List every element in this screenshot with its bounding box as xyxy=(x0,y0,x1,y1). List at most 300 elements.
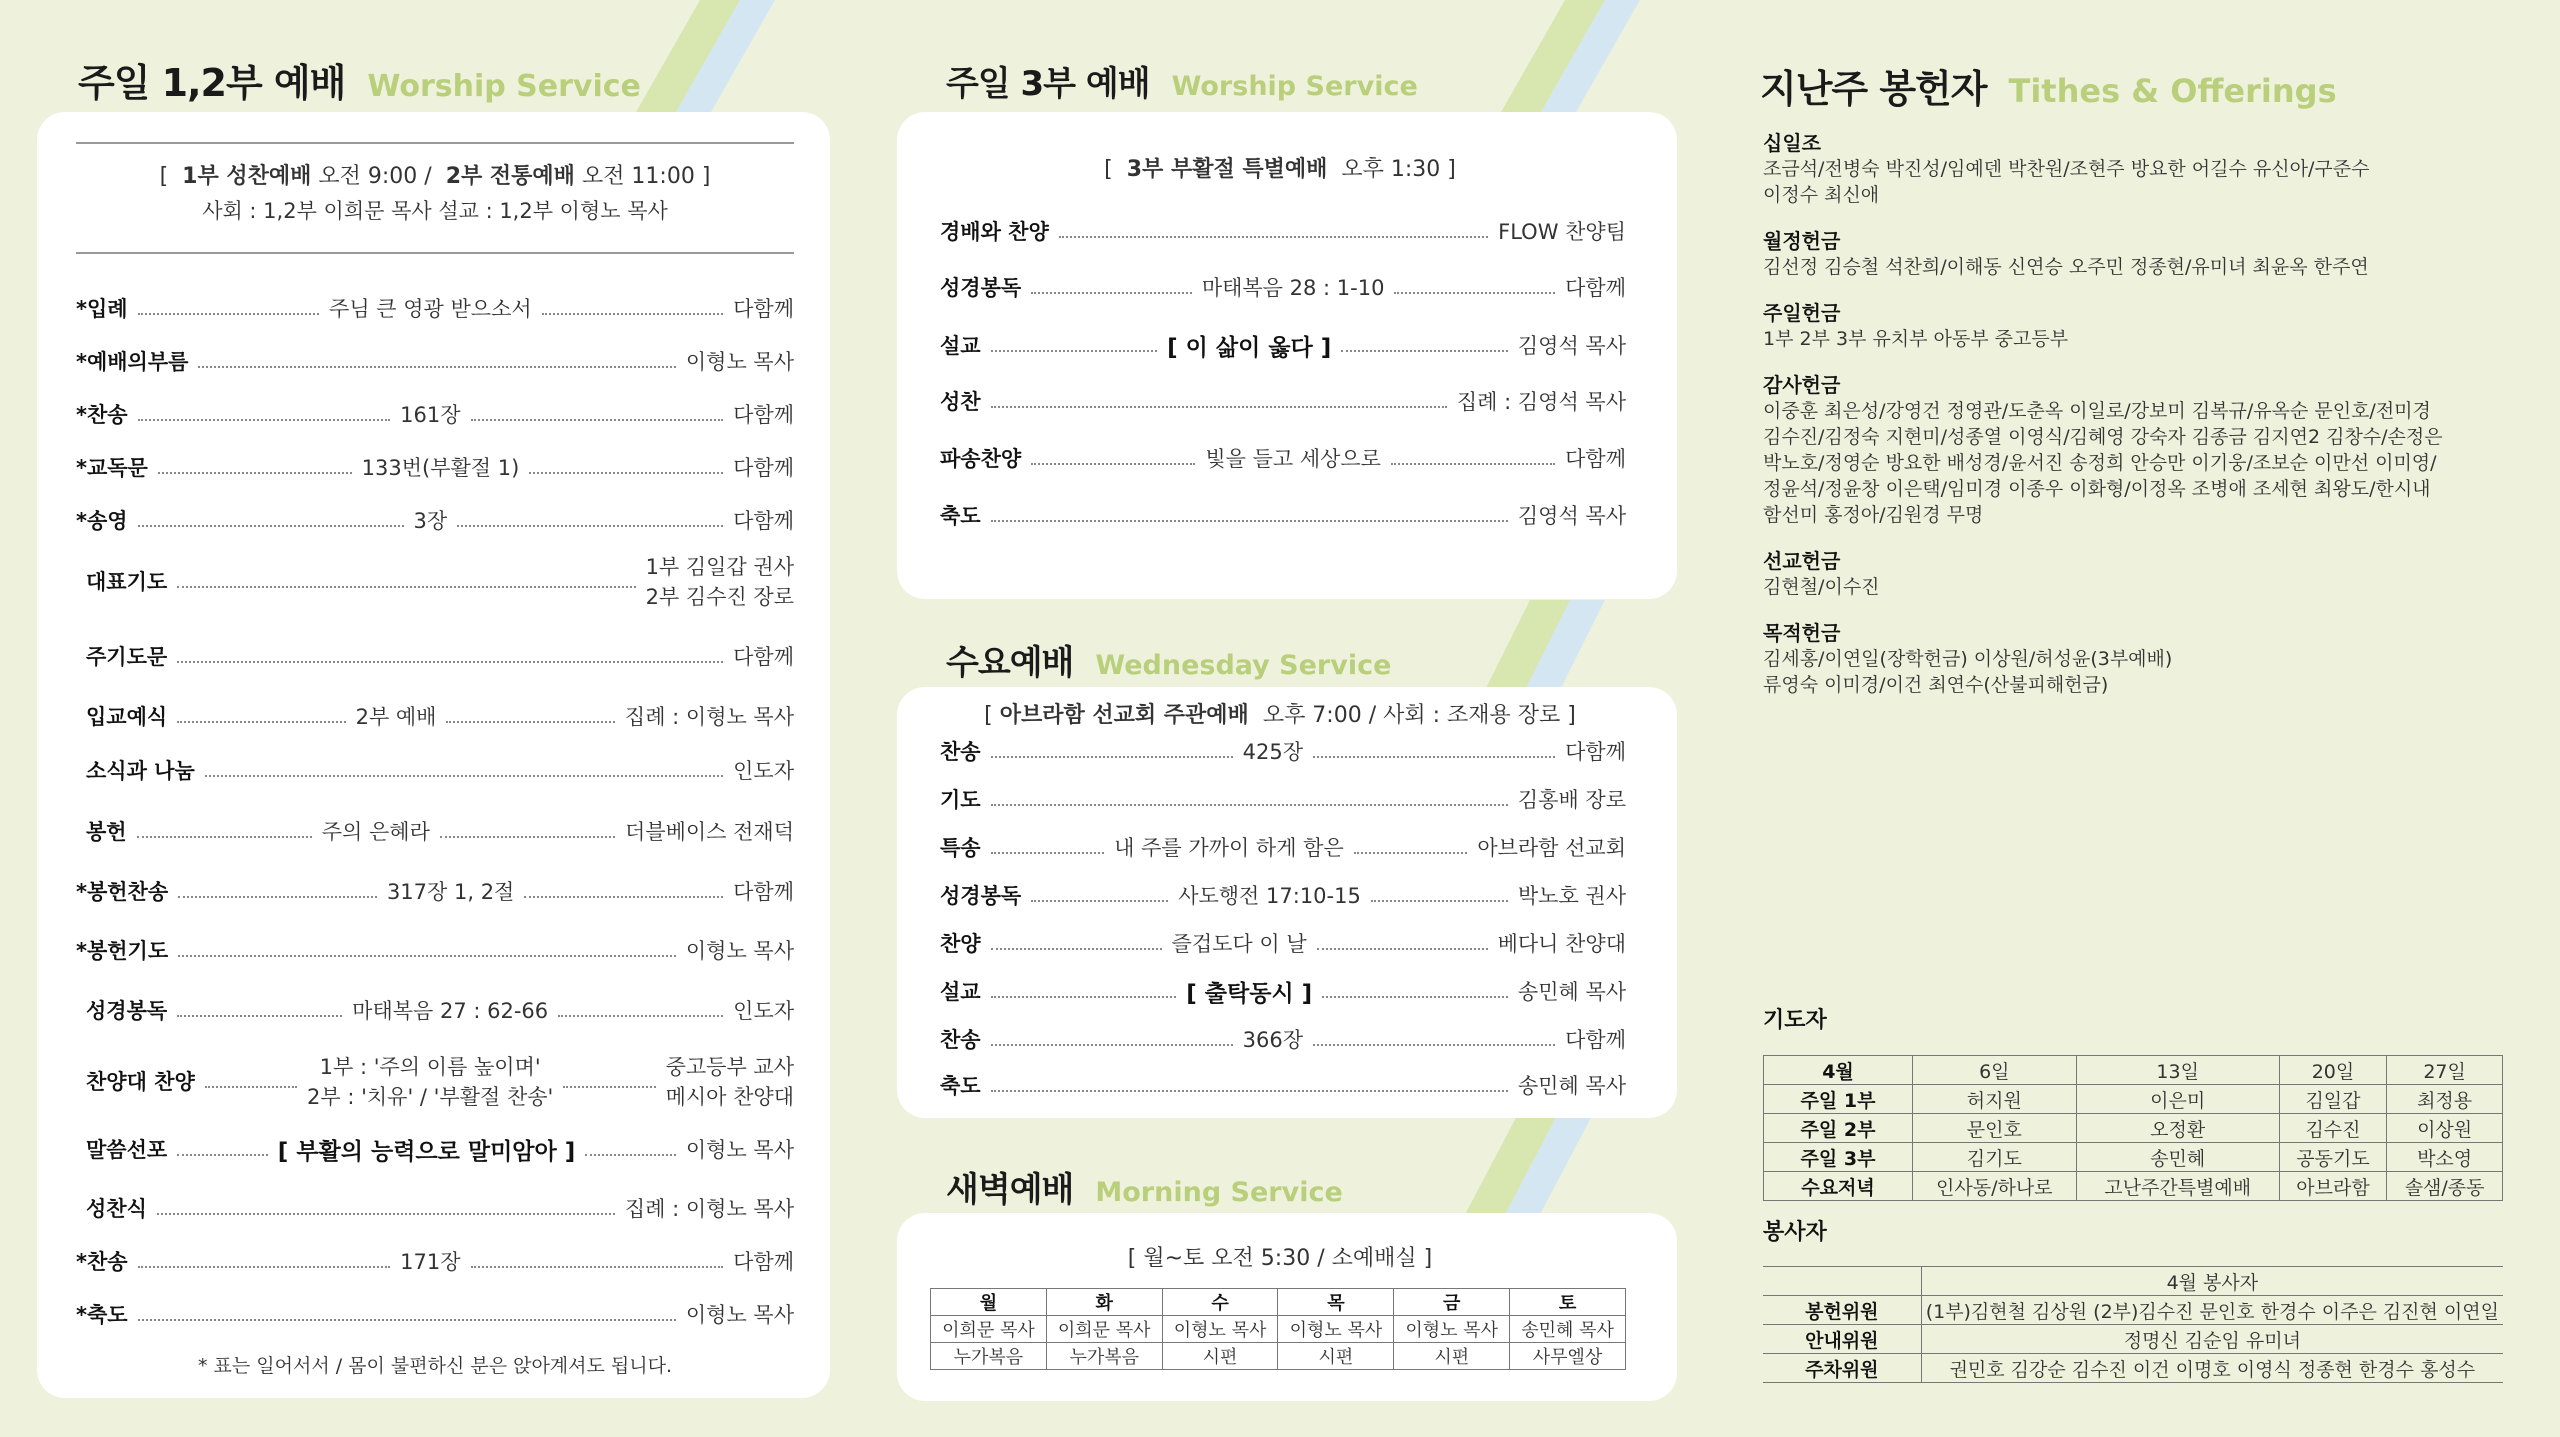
dot-leader xyxy=(1059,236,1488,238)
worship12-row xyxy=(76,1299,794,1329)
dot-leader xyxy=(991,948,1162,950)
servers-role: 주차위원 xyxy=(1763,1354,1921,1383)
worship12-label: *송영 xyxy=(76,509,128,533)
worship3-label: 설교 xyxy=(940,334,981,358)
prayers-row xyxy=(1764,1172,2503,1201)
worship12-leader: 다함께 xyxy=(733,297,794,321)
prayers-date: 13일 xyxy=(2076,1056,2279,1085)
offering-group-head: 십일조 xyxy=(1763,131,1821,155)
worship12-row xyxy=(76,555,794,607)
morning-leader: 이희문 목사 xyxy=(931,1316,1047,1343)
servers-header-row xyxy=(1763,1267,2503,1296)
worship12-content: 2부 예배 xyxy=(355,705,437,729)
dot-leader xyxy=(1354,852,1468,854)
worship3-label: 경배와 찬양 xyxy=(940,220,1049,244)
prayers-person: 허지원 xyxy=(1913,1085,2077,1114)
worship12-header-line1 xyxy=(76,159,794,190)
worship12-row xyxy=(76,346,794,376)
morning-title-en: Morning Service xyxy=(1095,1177,1343,1208)
worship3-label: 축도 xyxy=(940,504,981,528)
servers-names: 정명신 김순임 유미녀 xyxy=(1921,1325,2503,1354)
worship3-leader: FLOW 찬양팀 xyxy=(1498,220,1626,244)
worship12-content: 마태복음 27 : 62-66 xyxy=(352,999,549,1023)
wednesday-row xyxy=(930,976,1626,1006)
offerings-title-en: Tithes & Offerings xyxy=(2008,72,2337,110)
offering-names: 박노호/정영순 방요한 배성경/윤서진 송정희 안승만 이기웅/조보순 이만선 이미영/ xyxy=(1763,452,2437,474)
worship12-label: *봉헌기도 xyxy=(76,939,169,963)
worship12-content: 161장 xyxy=(400,403,461,427)
prayers-person: 박소영 xyxy=(2387,1143,2503,1172)
worship12-leader: 다함께 xyxy=(733,456,795,480)
servers-title: 봉사자 xyxy=(1763,1220,1827,1245)
wednesday-title-ko: 수요예배 xyxy=(946,643,1074,683)
wednesday-label: 기도 xyxy=(940,788,981,812)
offerings-title-ko: 지난주 봉헌자 xyxy=(1760,67,1987,111)
dot-leader xyxy=(585,1154,676,1156)
offering-names: 김세홍/이연일(장학헌금) 이상원/허성윤(3부예배) xyxy=(1763,648,2173,670)
wednesday-row xyxy=(930,928,1626,958)
worship12-content: 3장 xyxy=(413,509,448,533)
prayers-person: 이상원 xyxy=(2387,1114,2503,1143)
morning-day: 금 xyxy=(1394,1289,1510,1316)
worship12-row xyxy=(76,641,794,671)
worship12-label: 소식과 나눔 xyxy=(86,759,195,783)
dot-leader xyxy=(991,996,1177,998)
prayers-person: 아브라함 xyxy=(2279,1172,2386,1201)
wednesday-title-en: Wednesday Service xyxy=(1095,650,1392,681)
dot-leader xyxy=(563,1086,655,1088)
offering-group-head: 주일헌금 xyxy=(1763,301,1841,325)
worship12-label: *찬송 xyxy=(76,1250,128,1274)
wednesday-label: 특송 xyxy=(940,836,981,860)
dot-leader xyxy=(558,1015,723,1017)
morning-leader: 송민혜 목사 xyxy=(1510,1316,1626,1343)
wednesday-content: 즐겁도다 이 날 xyxy=(1171,932,1307,956)
offering-names: 김선정 김승철 석찬희/이해동 신연승 오주민 정종현/유미녀 최윤옥 한주연 xyxy=(1763,256,2369,278)
worship3-row xyxy=(930,216,1626,246)
worship3-header-name: 3부 부활절 특별예배 xyxy=(1126,157,1328,182)
worship12-label: *예배의부름 xyxy=(76,350,189,374)
prayers-header-row xyxy=(1764,1056,2503,1085)
worship12-row xyxy=(76,1134,794,1164)
worship12-leader: 이형노 목사 xyxy=(685,1138,794,1162)
worship12-row xyxy=(76,505,794,535)
prayers-person: 최정용 xyxy=(2387,1085,2503,1114)
morning-book: 시편 xyxy=(1394,1343,1510,1370)
worship12-label: *축도 xyxy=(76,1303,128,1327)
dot-leader xyxy=(138,313,319,315)
offering-group xyxy=(1763,372,2523,528)
worship3-row xyxy=(930,500,1626,530)
worship3-row xyxy=(930,330,1626,360)
worship3-label: 성찬 xyxy=(940,390,981,414)
dot-leader xyxy=(1031,292,1192,294)
prayers-service: 수요저녁 xyxy=(1764,1172,1913,1201)
morning-leader: 이형노 목사 xyxy=(1394,1316,1510,1343)
prayers-table xyxy=(1763,1055,2503,1201)
prayers-person: 김일갑 xyxy=(2279,1085,2386,1114)
wednesday-leader: 박노호 권사 xyxy=(1517,884,1626,908)
wednesday-label: 찬양 xyxy=(940,932,981,956)
offering-group xyxy=(1763,228,2523,280)
wednesday-content: 내 주를 가까이 하게 함은 xyxy=(1114,836,1344,860)
worship12-label: 성경봉독 xyxy=(86,999,168,1023)
worship12-leader-line2: 메시아 찬양대 xyxy=(665,1085,794,1109)
dot-leader xyxy=(1031,900,1168,902)
dot-leader xyxy=(446,721,614,723)
wednesday-row xyxy=(930,784,1626,814)
worship3-leader: 집례 : 김영석 목사 xyxy=(1456,390,1626,414)
worship12-leader: 다함께 xyxy=(733,509,795,533)
prayers-date: 27일 xyxy=(2387,1056,2503,1085)
offering-names: 1부 2부 3부 유치부 아동부 중고등부 xyxy=(1763,328,2069,350)
worship3-row xyxy=(930,272,1626,302)
prayers-date: 6일 xyxy=(1913,1056,2077,1085)
worship12-label: *교독문 xyxy=(76,456,148,480)
worship12-leader: 다함께 xyxy=(733,880,794,904)
dot-leader xyxy=(991,520,1508,522)
prayers-month: 4월 xyxy=(1764,1056,1913,1085)
worship3-leader: 김영석 목사 xyxy=(1517,334,1626,358)
prayers-person: 김수진 xyxy=(2279,1114,2386,1143)
worship12-title xyxy=(78,52,641,107)
dot-leader xyxy=(157,1213,615,1215)
worship3-title xyxy=(946,56,1418,105)
worship3-row xyxy=(930,443,1626,473)
morning-title-ko: 새벽예배 xyxy=(946,1170,1074,1210)
dot-leader xyxy=(177,586,635,588)
bracket-open: [ xyxy=(159,164,169,189)
servers-corner xyxy=(1763,1267,1921,1296)
servers-role: 안내위원 xyxy=(1763,1325,1921,1354)
worship12-leader: 집례 : 이형노 목사 xyxy=(624,1197,794,1221)
wednesday-header xyxy=(930,698,1630,729)
worship12-leader: 다함께 xyxy=(733,403,795,427)
wednesday-leader: 송민혜 목사 xyxy=(1517,1074,1626,1098)
dot-leader xyxy=(991,1090,1508,1092)
worship12-row xyxy=(76,399,794,429)
wednesday-leader: 다함께 xyxy=(1565,740,1626,764)
dot-leader xyxy=(178,896,377,898)
wednesday-leader: 베다니 찬양대 xyxy=(1497,932,1626,956)
offering-names: 이중훈 최은성/강영건 정영관/도춘옥 이일로/강보미 김복규/유옥순 문인호/전미경 xyxy=(1763,400,2431,422)
wednesday-label: 성경봉독 xyxy=(940,884,1022,908)
worship12-row xyxy=(76,876,794,906)
dot-leader xyxy=(991,1044,1233,1046)
dot-leader xyxy=(1313,1044,1555,1046)
worship12-row xyxy=(76,293,794,323)
dot-leader xyxy=(137,836,312,838)
worship12-leader: 이형노 목사 xyxy=(685,939,794,963)
wednesday-row xyxy=(930,1024,1626,1054)
worship3-content: [ 이 삶이 옳다 ] xyxy=(1167,334,1332,361)
worship12-leader: 인도자 xyxy=(733,999,795,1023)
offering-group xyxy=(1763,300,2523,352)
dot-leader xyxy=(471,1266,724,1268)
servers-row xyxy=(1763,1296,2503,1325)
worship12-leader-line1: 1부 김일갑 권사 xyxy=(645,555,794,579)
wednesday-content: [ 출탁동시 ] xyxy=(1186,980,1313,1007)
worship12-leader-line1: 중고등부 교사 xyxy=(665,1055,794,1079)
prayers-person: 공동기도 xyxy=(2279,1143,2386,1172)
worship12-leader: 이형노 목사 xyxy=(685,1303,794,1327)
morning-book: 시편 xyxy=(1278,1343,1394,1370)
worship3-row xyxy=(930,386,1626,416)
prayers-person: 문인호 xyxy=(1913,1114,2077,1143)
worship12-leader-line2: 2부 김수진 장로 xyxy=(645,585,794,609)
worship12-content: 주님 큰 영광 받으소서 xyxy=(329,297,532,321)
dot-leader xyxy=(440,836,615,838)
worship3-label: 성경봉독 xyxy=(940,276,1022,300)
worship12-footnote: * 표는 일어서서 / 몸이 불편하신 분은 앉아계셔도 됩니다. xyxy=(197,1355,673,1377)
worship12-label: *봉헌찬송 xyxy=(76,880,169,904)
dot-leader xyxy=(138,525,404,527)
prayers-row xyxy=(1764,1143,2503,1172)
wednesday-label: 찬송 xyxy=(940,740,981,764)
worship3-title-ko: 주일 3부 예배 xyxy=(946,64,1150,104)
prayers-service: 주일 1부 xyxy=(1764,1085,1913,1114)
wednesday-content: 366장 xyxy=(1242,1028,1304,1052)
offering-names: 정윤석/정윤창 이은택/임미경 이종우 이화형/이정옥 조병애 조세현 최왕도/한시내 xyxy=(1763,478,2431,500)
worship12-label: *입례 xyxy=(76,297,128,321)
dot-leader xyxy=(158,472,352,474)
dot-leader xyxy=(177,1015,342,1017)
bracket-open: [ xyxy=(1104,157,1113,182)
wednesday-label: 축도 xyxy=(940,1074,981,1098)
wednesday-leader: 다함께 xyxy=(1565,1028,1626,1052)
offering-names: 류영숙 이미경/이건 최연수(산불피해헌금) xyxy=(1763,674,2109,696)
morning-day: 화 xyxy=(1046,1289,1162,1316)
prayers-person: 송민혜 xyxy=(2076,1143,2279,1172)
dot-leader xyxy=(1031,463,1195,465)
morning-day: 월 xyxy=(931,1289,1047,1316)
dot-leader xyxy=(1391,463,1555,465)
morning-book: 누가복음 xyxy=(931,1343,1047,1370)
worship12-row xyxy=(76,755,794,785)
worship3-content: 마태복음 28 : 1-10 xyxy=(1201,276,1385,300)
worship3-leader: 김영석 목사 xyxy=(1517,504,1626,528)
dot-leader xyxy=(177,661,723,663)
offering-names: 조금석/전병숙 박진성/임예덴 박찬원/조현주 방요한 어길수 유신아/구준수 xyxy=(1763,158,2370,180)
worship12-header-line2: 사회 : 1,2부 이희문 목사 설교 : 1,2부 이형노 목사 xyxy=(202,199,668,223)
dot-leader xyxy=(991,804,1508,806)
wednesday-header-time: 오후 7:00 / 사회 : 조재용 장로 ] xyxy=(1262,703,1576,728)
prayers-person: 김기도 xyxy=(1913,1143,2077,1172)
worship12-label: 찬양대 찬양 xyxy=(86,1070,195,1094)
service1-name: 1부 성찬예배 xyxy=(182,164,312,189)
worship3-leader: 다함께 xyxy=(1565,276,1626,300)
worship12-row xyxy=(76,1055,794,1107)
dot-leader xyxy=(205,775,723,777)
dot-leader xyxy=(991,350,1158,352)
worship12-content-line2: 2부 : '치유' / '부활절 찬송' xyxy=(307,1085,554,1109)
servers-row xyxy=(1763,1325,2503,1354)
wednesday-label: 설교 xyxy=(940,980,981,1004)
wednesday-content: 425장 xyxy=(1242,740,1304,764)
servers-table xyxy=(1763,1266,2503,1383)
worship3-content: 빛을 들고 세상으로 xyxy=(1205,447,1381,471)
dot-leader xyxy=(178,955,676,957)
prayers-service: 주일 3부 xyxy=(1764,1143,1913,1172)
wednesday-leader: 김홍배 장로 xyxy=(1517,788,1626,812)
offering-group-head: 감사헌금 xyxy=(1763,373,1841,397)
worship3-label: 파송찬양 xyxy=(940,447,1022,471)
worship12-leader xyxy=(646,551,794,611)
worship12-row xyxy=(76,935,794,965)
morning-day: 수 xyxy=(1162,1289,1278,1316)
prayers-title: 기도자 xyxy=(1763,1008,1827,1033)
worship12-row xyxy=(76,995,794,1025)
prayers-row xyxy=(1764,1114,2503,1143)
morning-leader: 이형노 목사 xyxy=(1278,1316,1394,1343)
service1-time: 오전 9:00 / xyxy=(318,164,432,189)
worship12-row xyxy=(76,452,794,482)
worship12-label: 대표기도 xyxy=(86,570,168,594)
prayers-person: 인사동/하나로 xyxy=(1913,1172,2077,1201)
servers-row xyxy=(1763,1354,2503,1383)
worship12-row xyxy=(76,1246,794,1276)
worship12-leader: 더블베이스 전재덕 xyxy=(625,820,794,844)
morning-book: 시편 xyxy=(1162,1343,1278,1370)
dot-leader xyxy=(542,313,723,315)
worship12-row xyxy=(76,701,794,731)
prayers-person: 솔샘/종동 xyxy=(2387,1172,2503,1201)
offering-group-head: 선교헌금 xyxy=(1763,549,1841,573)
worship12-label: *찬송 xyxy=(76,403,128,427)
worship12-leader: 이형노 목사 xyxy=(685,350,794,374)
servers-role: 봉헌위원 xyxy=(1763,1296,1921,1325)
morning-schedule-table xyxy=(930,1288,1626,1370)
morning-day: 토 xyxy=(1510,1289,1626,1316)
worship12-content: [ 부활의 능력으로 말미암아 ] xyxy=(277,1138,576,1165)
offerings-list xyxy=(1763,130,2523,718)
dot-leader xyxy=(524,896,723,898)
wednesday-leader: 송민혜 목사 xyxy=(1517,980,1627,1004)
dot-leader xyxy=(198,366,675,368)
wednesday-row xyxy=(930,832,1626,862)
offering-group xyxy=(1763,620,2523,698)
worship12-title-en: Worship Service xyxy=(367,69,641,104)
wednesday-row xyxy=(930,736,1626,766)
worship12-label: 주기도문 xyxy=(86,645,168,669)
worship12-row xyxy=(76,816,794,846)
prayers-service: 주일 2부 xyxy=(1764,1114,1913,1143)
worship12-label: 말씀선포 xyxy=(86,1138,168,1162)
wednesday-row xyxy=(930,880,1626,910)
dot-leader xyxy=(1317,948,1488,950)
service2-name: 2부 전통예배 xyxy=(445,164,575,189)
worship12-content: 317장 1, 2절 xyxy=(386,880,515,904)
bracket-open: [ xyxy=(984,703,993,728)
worship12-label: 봉헌 xyxy=(86,820,127,844)
worship12-label: 입교예식 xyxy=(86,705,168,729)
offering-group-head: 목적헌금 xyxy=(1763,621,1841,645)
prayers-person: 오정환 xyxy=(2076,1114,2279,1143)
worship12-title-ko: 주일 1,2부 예배 xyxy=(78,61,346,105)
servers-names: 권민호 김강순 김수진 이건 이명호 이영식 정종현 한경수 홍성수 xyxy=(1921,1354,2503,1383)
prayers-person: 이은미 xyxy=(2076,1085,2279,1114)
offering-group xyxy=(1763,548,2523,600)
wednesday-row xyxy=(930,1070,1626,1100)
morning-day: 목 xyxy=(1278,1289,1394,1316)
dot-leader xyxy=(529,472,723,474)
dot-leader xyxy=(1322,996,1508,998)
wednesday-header-name: 아브라함 선교회 주관예배 xyxy=(999,703,1249,728)
dot-leader xyxy=(457,525,723,527)
prayers-person: 고난주간특별예배 xyxy=(2076,1172,2279,1201)
prayers-row xyxy=(1764,1085,2503,1114)
servers-names: (1부)김현철 김상원 (2부)김수진 문인호 한경수 이주은 김진현 이연일 xyxy=(1921,1296,2503,1325)
worship12-leader: 인도자 xyxy=(733,759,794,783)
worship3-leader: 다함께 xyxy=(1565,447,1626,471)
prayers-date: 20일 xyxy=(2279,1056,2386,1085)
dot-leader xyxy=(1313,756,1555,758)
offering-names: 김수진/김정숙 지현미/성종열 이영식/김혜영 강숙자 김종금 김지연2 김창수/손정은 xyxy=(1763,426,2443,448)
morning-book: 사무엘상 xyxy=(1510,1343,1626,1370)
morning-book: 누가복음 xyxy=(1046,1343,1162,1370)
morning-leader: 이희문 목사 xyxy=(1046,1316,1162,1343)
wednesday-content: 사도행전 17:10-15 xyxy=(1178,884,1361,908)
morning-days-row xyxy=(931,1289,1626,1316)
service2-time: 오전 11:00 ] xyxy=(581,164,711,189)
wednesday-leader: 아브라함 선교회 xyxy=(1477,836,1627,860)
worship12-leader: 집례 : 이형노 목사 xyxy=(624,705,795,729)
offering-group xyxy=(1763,130,2523,208)
offering-names: 김현철/이수진 xyxy=(1763,576,1880,598)
morning-books-row xyxy=(931,1343,1626,1370)
dot-leader xyxy=(177,721,345,723)
worship3-header-time: 오후 1:30 ] xyxy=(1341,157,1456,182)
dot-leader xyxy=(205,1086,297,1088)
dot-leader xyxy=(138,419,391,421)
morning-leaders-row xyxy=(931,1316,1626,1343)
worship12-content: 171장 xyxy=(400,1250,461,1274)
worship12-header-rule xyxy=(76,252,794,254)
offering-group-head: 월정헌금 xyxy=(1763,229,1841,253)
worship12-content-line1: 1부 : '주의 이름 높이며' xyxy=(319,1055,541,1079)
dot-leader xyxy=(991,756,1233,758)
worship12-row xyxy=(76,1193,794,1223)
offering-names: 이정수 최신애 xyxy=(1763,184,1880,206)
worship12-leader xyxy=(666,1051,794,1111)
worship3-header xyxy=(930,152,1630,183)
worship12-leader: 다함께 xyxy=(733,645,794,669)
dot-leader xyxy=(138,1319,676,1321)
morning-leader: 이형노 목사 xyxy=(1162,1316,1278,1343)
worship12-content: 133번(부활절 1) xyxy=(361,456,520,480)
worship12-content: 주의 은혜라 xyxy=(321,820,430,844)
worship12-label: 성찬식 xyxy=(86,1197,147,1221)
dot-leader xyxy=(991,852,1105,854)
worship12-leader: 다함께 xyxy=(733,1250,795,1274)
dot-leader xyxy=(1341,350,1508,352)
dot-leader xyxy=(138,1266,391,1268)
wednesday-label: 찬송 xyxy=(940,1028,981,1052)
dot-leader xyxy=(177,1154,268,1156)
dot-leader xyxy=(991,406,1447,408)
morning-title xyxy=(946,1162,1343,1211)
dot-leader xyxy=(471,419,724,421)
wednesday-title xyxy=(946,635,1391,684)
worship12-top-rule xyxy=(76,142,794,144)
worship3-title-en: Worship Service xyxy=(1171,71,1418,102)
offering-names: 함선미 홍정아/김원경 무명 xyxy=(1763,504,1984,526)
dot-leader xyxy=(1394,292,1555,294)
dot-leader xyxy=(1371,900,1508,902)
worship12-content xyxy=(307,1051,553,1111)
morning-header: [ 월~토 오전 5:30 / 소예배실 ] xyxy=(1127,1246,1433,1271)
offerings-title xyxy=(1760,58,2337,113)
